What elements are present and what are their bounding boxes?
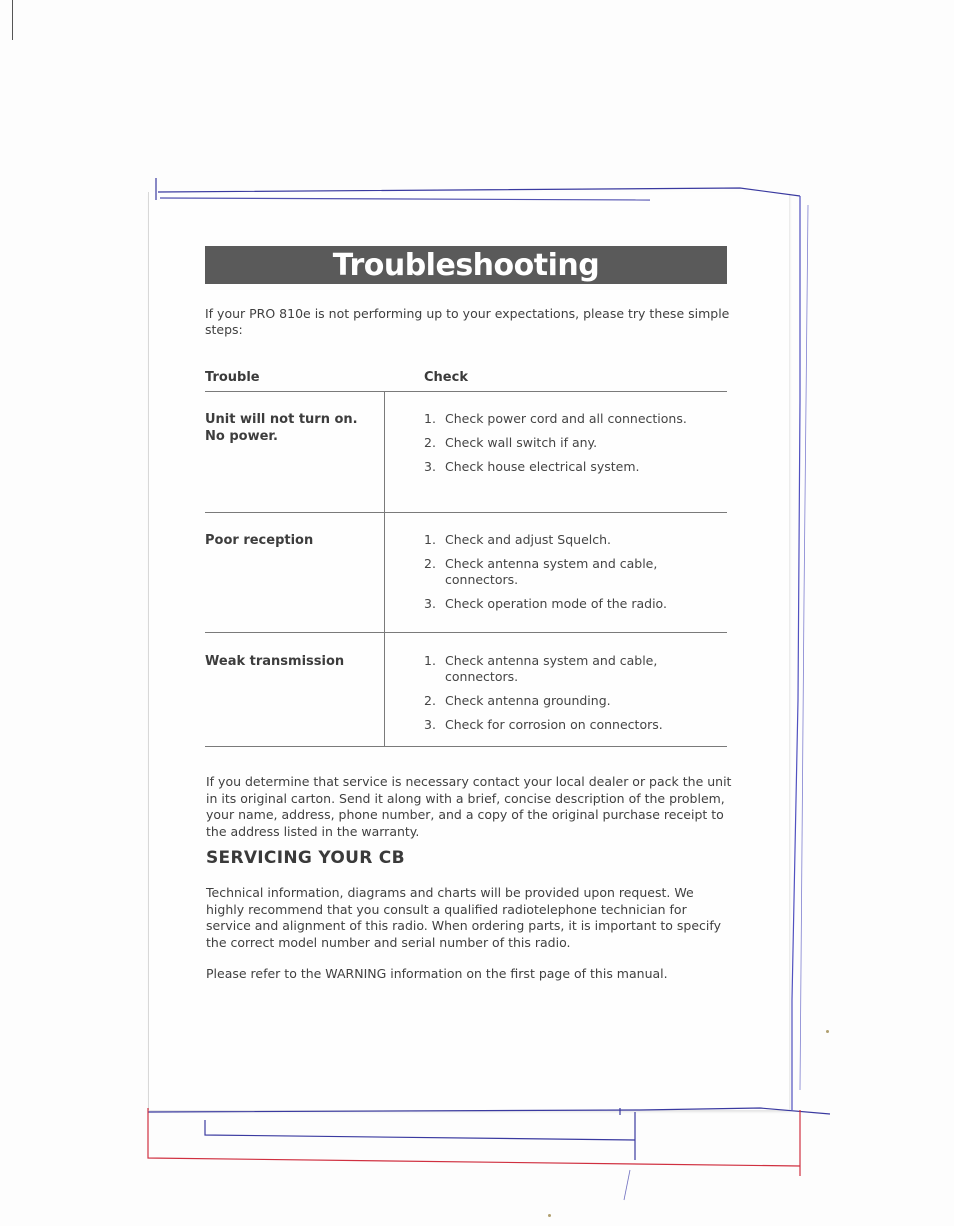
- trouble-cell: [205, 653, 380, 670]
- step-text: Check power cord and all connections.: [445, 411, 687, 426]
- table-rule-header: [205, 391, 727, 392]
- step-number: 2.: [424, 435, 436, 450]
- step-text: Check operation mode of the radio.: [445, 596, 667, 611]
- check-step: [420, 411, 732, 427]
- service-paragraph: If you determine that service is necessary contact your local dealer or pack the unit in its original carton. Send it along with a brief, concise description of the problem, your name, address, phone number, and a copy of the original purchase receipt to the address listed in the warranty.: [206, 774, 732, 839]
- step-text: Check house electrical system.: [445, 459, 640, 474]
- page-title: Troubleshooting: [205, 246, 727, 284]
- scan-speck: [826, 1030, 829, 1033]
- check-step: [420, 435, 732, 451]
- step-text: Check antenna grounding.: [445, 693, 611, 708]
- check-step: [420, 717, 732, 733]
- step-text: Check wall switch if any.: [445, 435, 598, 450]
- step-text: Check for corrosion on connectors.: [445, 717, 663, 732]
- trouble-label: No power.: [205, 429, 278, 444]
- table-rule-bottom: [205, 746, 727, 747]
- check-step: [420, 693, 732, 709]
- check-list: [420, 653, 732, 741]
- table-rule-row-1: [205, 512, 727, 513]
- step-number: 1.: [424, 532, 436, 547]
- step-number: 1.: [424, 411, 436, 426]
- table-rule-row-2: [205, 632, 727, 633]
- check-step: [420, 459, 732, 475]
- step-number: 3.: [424, 596, 436, 611]
- check-step: [420, 556, 732, 588]
- scan-speck: [548, 1214, 551, 1217]
- step-number: 2.: [424, 556, 436, 571]
- check-step: [420, 532, 732, 548]
- step-text: Check and adjust Squelch.: [445, 532, 612, 547]
- step-number: 2.: [424, 693, 436, 708]
- trouble-label: Poor reception: [205, 533, 314, 548]
- step-number: 3.: [424, 717, 436, 732]
- servicing-body: Technical information, diagrams and charts will be provided upon request. We highly recommend that you consult a qualified radiotelephone technician for service and alignment of this radio. When ordering parts, it is important to specify the correct model number and serial number of this radio.: [206, 885, 721, 950]
- step-number: 1.: [424, 653, 436, 668]
- column-header-trouble: Trouble: [205, 370, 260, 385]
- trouble-cell: [205, 411, 380, 445]
- check-step: [420, 596, 732, 612]
- trouble-label: Unit will not turn on.: [205, 412, 358, 427]
- scan-edge-mark: [12, 0, 13, 40]
- step-text: Check antenna system and cable, connectors.: [445, 653, 658, 684]
- step-text: Check antenna system and cable, connectors.: [445, 556, 658, 587]
- intro-text: If your PRO 810e is not performing up to your expectations, please try these simple steps:: [205, 306, 730, 337]
- trouble-cell: [205, 532, 380, 549]
- check-step: [420, 653, 732, 685]
- table-column-divider: [384, 391, 385, 746]
- check-list: [420, 532, 732, 620]
- section-heading-servicing: SERVICING YOUR CB: [206, 848, 405, 868]
- warning-reference: Please refer to the WARNING information on the first page of this manual.: [206, 966, 668, 981]
- column-header-check: Check: [424, 370, 468, 385]
- step-number: 3.: [424, 459, 436, 474]
- trouble-label: Weak transmission: [205, 654, 345, 669]
- check-list: [420, 411, 732, 483]
